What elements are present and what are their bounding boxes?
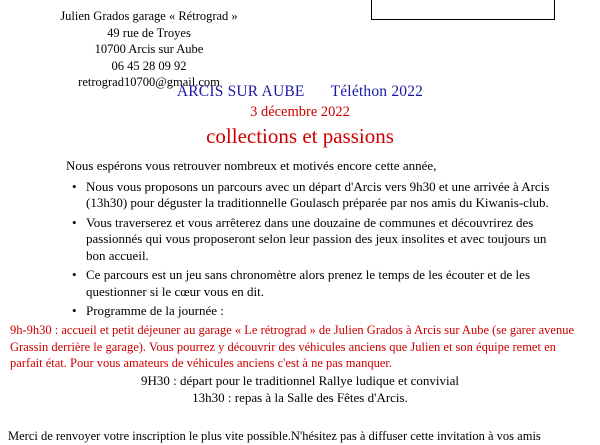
sender-block [34,8,264,91]
event-date: 3 décembre 2022 [250,104,350,120]
sender-line-phone: 06 45 28 09 92 [111,58,187,73]
event-title: ARCIS SUR AUBE [176,83,305,100]
sender-line-name: Julien Grados garage « Rétrograd » [60,9,238,23]
event-theme: collections et passions [206,124,394,148]
empty-framed-box [371,0,555,20]
schedule-block [0,372,600,406]
event-heading-line [0,82,600,101]
schedule-line-departure: 9H30 : départ pour le traditionnel Rallye ludique et convivial [140,373,460,388]
list-item: • Nous vous proposons un parcours avec un départ d'Arcis vers 9h30 et une arrivée à Arcis (13h30) pour déguster la traditionnelle Goulasch préparée par nos amis du Kiwanis-club. [72,179,560,212]
body-text-block [0,158,600,323]
bullet-list [0,179,600,320]
headings-block [0,82,600,150]
list-item: • Vous traverserez et vous arrêterez dans une douzaine de communes et découvrirez des passionnés qui vous proposeront selon leur passion des jeux insolites et avec toujours un bon accueil. [72,215,560,265]
footer-note: Merci de renvoyer votre inscription le plus vite possible.N'hésitez pas à diffuser cette invitation à vos amis [8,429,541,443]
red-highlight-paragraph: 9h-9h30 : accueil et petit déjeuner au garage « Le rétrograd » de Julien Grados à Arcis sur Aube (se garer avenue Grassin derrière le garage). Vous pourrez y découvrir des véhicules anciens que Julien et son équipe remet en parfait état. Pour vous amateurs de véhicules anciens c'est à ne pas manquer. [10,323,575,370]
sender-line-city: 10700 Arcis sur Aube [94,42,204,56]
schedule-line-meal: 13h30 : repas à la Salle des Fêtes d'Arcis. [192,390,408,405]
sender-line-email: retrograd10700@gmail.com [78,75,220,89]
sender-line-street: 49 rue de Troyes [107,25,191,40]
event-subtitle: Téléthon 2022 [330,83,424,100]
list-item: • Programme de la journée : [72,303,560,320]
list-item: • Ce parcours est un jeu sans chronomètre alors prenez le temps de les écouter et de les questionner si le cœur vous en dit. [72,267,560,300]
intro-paragraph: Nous espérons vous retrouver nombreux et motivés encore cette année, [66,158,437,173]
